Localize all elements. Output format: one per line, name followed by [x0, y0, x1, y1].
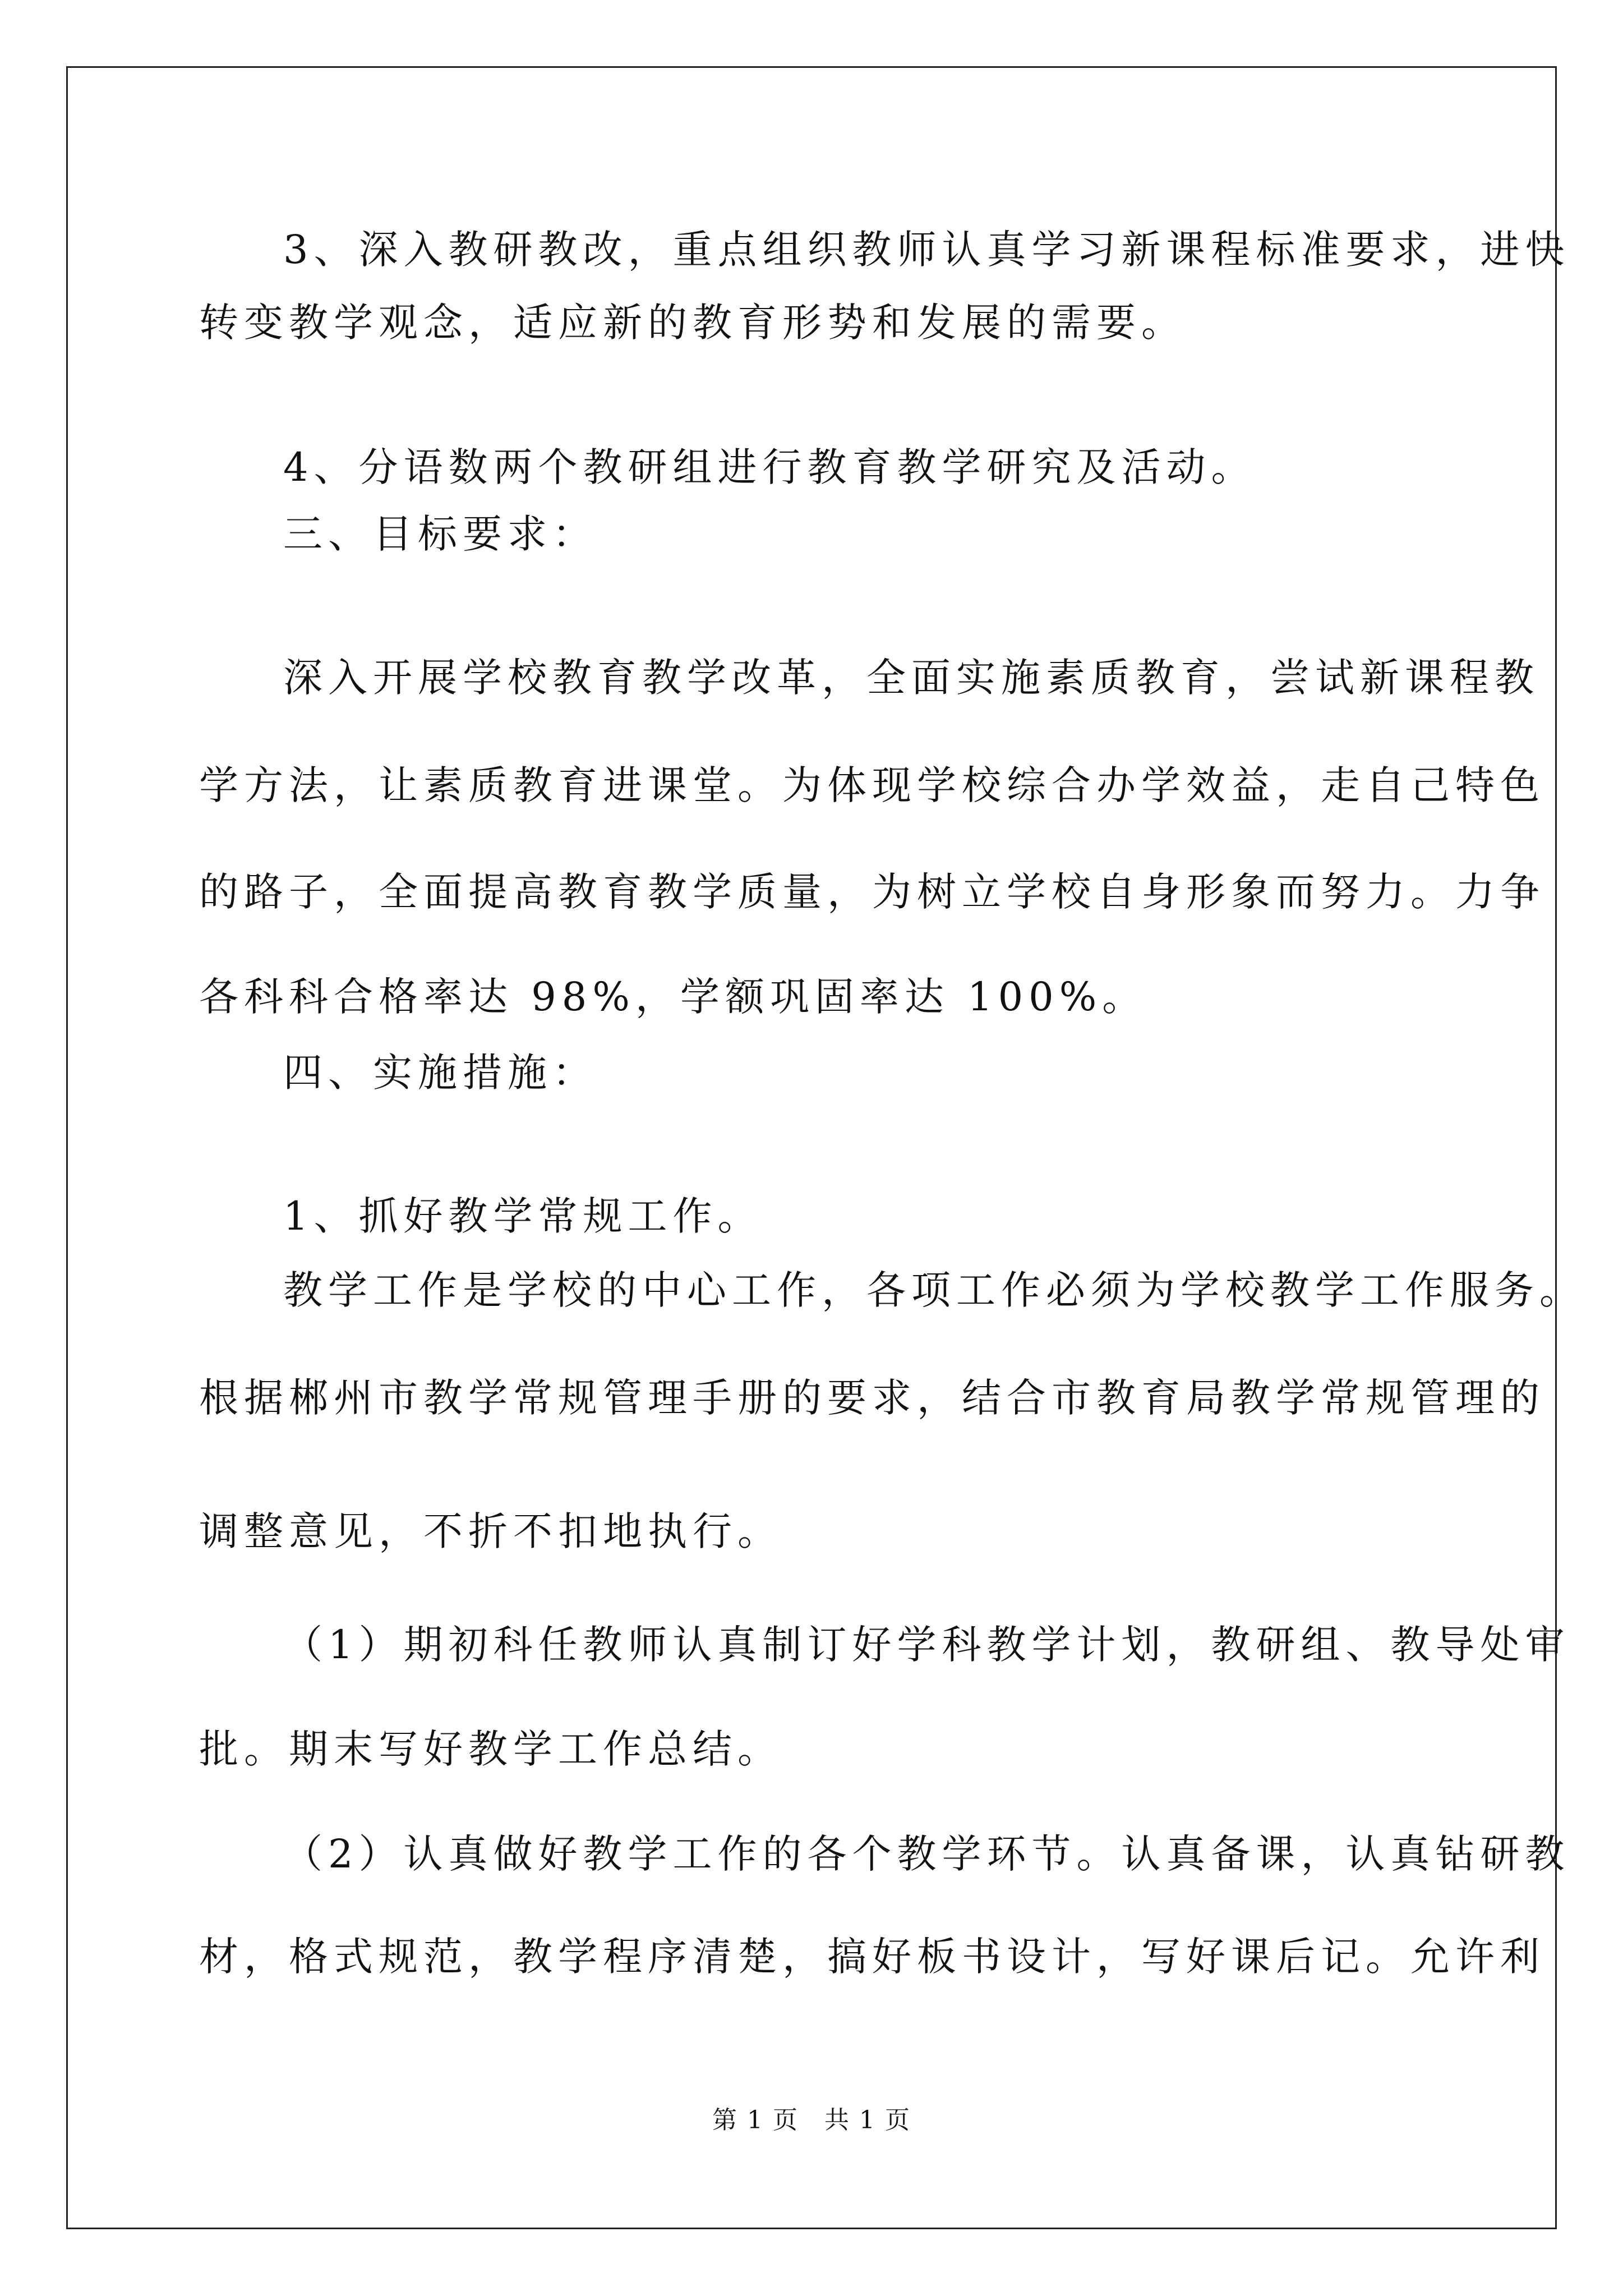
paragraph-line: 学方法，让素质教育进课堂。为体现学校综合办学效益，走自己特色	[199, 762, 1545, 808]
paragraph-line: 调整意见，不折不扣地执行。	[199, 1508, 782, 1554]
paragraph-line: 材，格式规范，教学程序清楚，搞好板书设计，写好课后记。允许利	[199, 1934, 1545, 1980]
paragraph-line: 4、分语数两个教研组进行教育教学研究及活动。	[283, 444, 1256, 490]
paragraph-line: （1）期初科任教师认真制订好学科教学计划，教研组、教导处审	[283, 1622, 1570, 1668]
page-footer: 第 1 页 共 1 页	[712, 2106, 911, 2134]
section-heading: 四、实施措施：	[283, 1050, 597, 1096]
page-border	[66, 66, 1557, 2229]
paragraph-line: 教学工作是学校的中心工作，各项工作必须为学校教学工作服务。	[283, 1267, 1584, 1313]
paragraph-line: 的路子，全面提高教育教学质量，为树立学校自身形象而努力。力争	[199, 869, 1545, 915]
paragraph-line: 转变教学观念，适应新的教育形势和发展的需要。	[199, 300, 1186, 346]
paragraph-line: （2）认真做好教学工作的各个教学环节。认真备课，认真钻研教	[283, 1831, 1570, 1877]
paragraph-line: 1、抓好教学常规工作。	[283, 1193, 763, 1239]
paragraph-line: 批。期末写好教学工作总结。	[199, 1726, 782, 1772]
section-heading: 三、目标要求：	[283, 511, 597, 557]
paragraph-line: 各科科合格率达 98%，学额巩固率达 100%。	[199, 974, 1147, 1020]
paragraph-line: 根据郴州市教学常规管理手册的要求，结合市教育局教学常规管理的	[199, 1375, 1545, 1421]
paragraph-line: 3、深入教研教改，重点组织教师认真学习新课程标准要求，进快	[283, 227, 1570, 273]
paragraph-line: 深入开展学校教育教学改革，全面实施素质教育，尝试新课程教	[283, 655, 1539, 701]
